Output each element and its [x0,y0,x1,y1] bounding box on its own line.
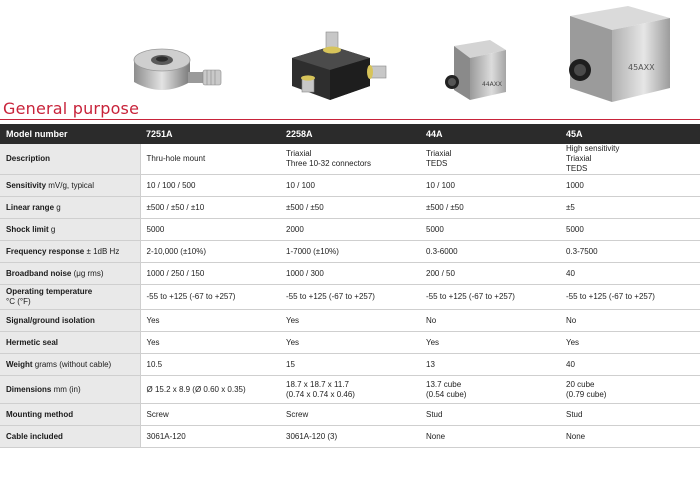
table-body [0,144,700,448]
table-cell: 10.5 [140,354,280,376]
table-cell: -55 to +125 (-67 to +257) [140,285,280,310]
table-cell: 10 / 100 / 500 [140,175,280,197]
table-row [0,175,700,197]
table-cell: 20 cube (0.79 cube) [560,376,700,404]
marking-44a: 44AXX [482,81,502,88]
row-unit: ± 1dB Hz [84,246,120,256]
table-row [0,241,700,263]
product-image-7251a [130,42,230,102]
table-row [0,144,700,175]
table-cell: 15 [280,354,420,376]
table-cell: 10 / 100 [420,175,560,197]
table-cell: 1-7000 (±10%) [280,241,420,263]
table-row [0,426,700,448]
table-cell: -55 to +125 (-67 to +257) [280,285,420,310]
row-label: Operating temperature °C (°F) [0,285,140,310]
table-cell: 2-10,000 (±10%) [140,241,280,263]
table-cell: 3061A-120 [140,426,280,448]
section-title: General purpose [3,99,140,118]
table-cell: Yes [420,332,560,354]
table-row [0,332,700,354]
table-cell: None [560,426,700,448]
row-label: Cable included [0,426,140,448]
row-label: Frequency response ± 1dB Hz [0,241,140,263]
row-label: Shock limit g [0,219,140,241]
table-cell: ±5 [560,197,700,219]
table-cell: 5000 [140,219,280,241]
product-image-2258a [284,28,394,104]
row-unit: mV/g, typical [46,180,95,190]
table-cell: No [560,310,700,332]
table-cell: 3061A-120 (3) [280,426,420,448]
row-label: Hermetic seal [0,332,140,354]
table-cell: 5000 [560,219,700,241]
table-cell: -55 to +125 (-67 to +257) [420,285,560,310]
table-cell: Yes [140,332,280,354]
table-cell: 10 / 100 [280,175,420,197]
row-unit: g [54,202,61,212]
row-label: Description [0,144,140,175]
table-cell: Screw [280,404,420,426]
product-image-44a [432,36,522,104]
table-cell: Screw [140,404,280,426]
row-label: Weight grams (without cable) [0,354,140,376]
row-unit: (μg rms) [71,268,104,278]
marking-45a: 45AXX [628,63,655,72]
table-row [0,404,700,426]
table-cell: No [420,310,560,332]
table-cell: 40 [560,354,700,376]
table-cell: ±500 / ±50 / ±10 [140,197,280,219]
table-cell: Triaxial Three 10-32 connectors [280,144,420,175]
table-row [0,285,700,310]
row-unit: grams (without cable) [32,359,112,369]
row-unit: g [48,224,56,234]
table-cell: Yes [280,332,420,354]
table-row [0,354,700,376]
table-cell: ±500 / ±50 [280,197,420,219]
row-label: Broadband noise (μg rms) [0,263,140,285]
spec-table [0,124,700,448]
table-cell: Yes [560,332,700,354]
row-label: Mounting method [0,404,140,426]
table-cell: 2000 [280,219,420,241]
table-cell: 1000 [560,175,700,197]
table-cell: None [420,426,560,448]
product-image-45a [558,0,698,104]
row-label: Dimensions mm (in) [0,376,140,404]
header-model-44a: 44A [420,124,560,144]
table-cell: Stud [560,404,700,426]
table-cell: 13 [420,354,560,376]
row-label: Linear range g [0,197,140,219]
table-row [0,263,700,285]
table-cell: 5000 [420,219,560,241]
table-cell: -55 to +125 (-67 to +257) [560,285,700,310]
table-cell: 1000 / 250 / 150 [140,263,280,285]
header-model-number: Model number [0,124,140,144]
row-label: Signal/ground isolation [0,310,140,332]
header-model-45a: 45A [560,124,700,144]
table-cell: ±500 / ±50 [420,197,560,219]
table-cell: High sensitivity Triaxial TEDS [560,144,700,175]
table-cell: 1000 / 300 [280,263,420,285]
table-cell: Thru-hole mount [140,144,280,175]
product-images [0,0,700,102]
table-cell: 0.3-6000 [420,241,560,263]
header-model-7251a: 7251A [140,124,280,144]
table-cell: 18.7 x 18.7 x 11.7 (0.74 x 0.74 x 0.46) [280,376,420,404]
row-unit: °C (°F) [6,297,31,306]
table-row [0,219,700,241]
table-cell: Triaxial TEDS [420,144,560,175]
header-model-2258a: 2258A [280,124,420,144]
table-cell: Yes [280,310,420,332]
table-cell: 13.7 cube (0.54 cube) [420,376,560,404]
table-row [0,376,700,404]
table-cell: Ø 15.2 x 8.9 (Ø 0.60 x 0.35) [140,376,280,404]
row-label: Sensitivity mV/g, typical [0,175,140,197]
table-cell: 200 / 50 [420,263,560,285]
row-unit: mm (in) [51,384,81,394]
table-cell: 0.3-7500 [560,241,700,263]
table-row [0,197,700,219]
table-cell: Stud [420,404,560,426]
table-cell: Yes [140,310,280,332]
table-cell: 40 [560,263,700,285]
section-divider [0,119,700,120]
table-row [0,310,700,332]
table-header-row [0,124,700,144]
